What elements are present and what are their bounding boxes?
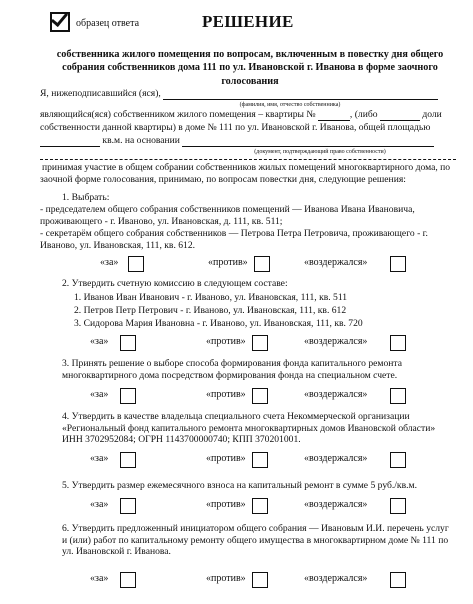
header	[50, 12, 410, 42]
vote-abstain-label: «воздержался»	[304, 453, 368, 464]
vote-for-checkbox[interactable]	[128, 256, 144, 272]
vote-for-label: «за»	[90, 389, 109, 400]
owner-label: Я, нижеподписавшийся (яся)	[40, 88, 159, 99]
question-3	[62, 358, 454, 381]
basis-field[interactable]	[182, 146, 434, 147]
vote-for-label: «за»	[90, 336, 109, 347]
question-1	[62, 192, 454, 204]
vote-against-checkbox[interactable]	[252, 498, 268, 514]
vote-abstain-checkbox[interactable]	[390, 498, 406, 514]
question-4	[62, 411, 454, 446]
vote-for-checkbox[interactable]	[120, 388, 136, 404]
vote-for-checkbox[interactable]	[120, 498, 136, 514]
owner-name-hint: (фамилия, имя, отчество собственника)	[239, 102, 341, 108]
vote-abstain-checkbox[interactable]	[390, 256, 406, 272]
vote-against-checkbox[interactable]	[252, 452, 268, 468]
sample-label: образец ответа	[76, 18, 140, 29]
vote-against-label: «против»	[206, 499, 246, 510]
intro-paragraph: принимая участие в общем собрании собственников жилых помещений многоквартирного дома, по заочной форме голосования, принимаю, по вопросам повестки дня, следующие решения:	[40, 162, 451, 185]
vote-row-5	[40, 498, 456, 514]
vote-for-label: «за»	[100, 257, 119, 268]
share-field[interactable]	[380, 120, 420, 121]
vote-for-checkbox[interactable]	[120, 572, 136, 588]
basis-hint: (документ, подтверждающий право собственности)	[254, 149, 386, 155]
vote-against-label: «против»	[206, 336, 246, 347]
vote-against-checkbox[interactable]	[252, 572, 268, 588]
vote-for-checkbox[interactable]	[120, 335, 136, 351]
vote-row-4	[40, 452, 456, 468]
vote-abstain-checkbox[interactable]	[390, 335, 406, 351]
vote-row-1	[40, 256, 456, 272]
vote-row-2	[40, 335, 456, 351]
area-line: собственности данной квартиры) в доме № 111 по ул. Ивановской г. Иванова, общей площадью	[40, 122, 431, 133]
vote-against-label: «против»	[206, 389, 246, 400]
vote-abstain-checkbox[interactable]	[390, 572, 406, 588]
apartment-line	[40, 109, 456, 121]
apartment-label: являющийся(яся) собственником жилого помещения – квартиры №	[40, 109, 316, 120]
q6-number: 6.	[62, 523, 70, 534]
q5-number: 5.	[62, 480, 70, 491]
ballot-page	[40, 8, 456, 598]
q2-member-1: 1. Иванов Иван Иванович - г. Иваново, ул. Ивановская, 111, кв. 511	[74, 292, 348, 303]
q4-text: Утвердить в качестве владельца специального счета Некоммерческой организации «Региональный фонд капитального ремонта многоквартирных домов Ивановской области» ИНН 3702952084; ОГРН 1143700000740; КПП 370201001.	[62, 411, 436, 446]
vote-abstain-label: «воздержался»	[304, 389, 368, 400]
apartment-number-field[interactable]	[318, 120, 350, 121]
vote-abstain-label: «воздержался»	[304, 336, 368, 347]
q3-number: 3.	[62, 358, 70, 369]
share-open-label: , (либо	[349, 109, 378, 120]
share-label: доли	[422, 109, 442, 120]
q5-text: Утвердить размер ежемесячного взноса на капитальный ремонт в сумме 5 руб./кв.м.	[71, 480, 417, 491]
checkmark-icon	[50, 12, 70, 32]
vote-against-checkbox[interactable]	[252, 335, 268, 351]
vote-for-checkbox[interactable]	[120, 452, 136, 468]
vote-against-label: «против»	[206, 453, 246, 464]
question-2	[62, 278, 454, 290]
q2-member-3: 3. Сидорова Мария Ивановна - г. Иваново, ул. Ивановская, 111, кв. 720	[74, 318, 363, 329]
vote-against-label: «против»	[208, 257, 248, 268]
question-5	[62, 480, 454, 492]
q1-text: Выбрать:	[71, 192, 110, 203]
q2-text: Утвердить счетную комиссию в следующем составе:	[71, 278, 288, 289]
q1-line-1: - председателем общего собрания собственников помещений — Иванова Ивана Ивановича, проживающего - г. Иваново, ул. Ивановская, д. 111, кв. 511;	[40, 204, 415, 227]
basis-line	[40, 135, 456, 147]
vote-for-label: «за»	[90, 499, 109, 510]
owner-name-field[interactable]	[163, 99, 438, 100]
vote-abstain-checkbox[interactable]	[390, 388, 406, 404]
q1-number: 1.	[62, 192, 70, 203]
vote-for-label: «за»	[90, 453, 109, 464]
vote-against-label: «против»	[206, 573, 246, 584]
document-subtitle: собственника жилого помещения по вопросам, включенным в повестку дня общего собрания собственников дома 111 по ул. Ивановской г. Иванова в форме заочного голосования	[56, 49, 444, 87]
vote-against-checkbox[interactable]	[252, 388, 268, 404]
q4-number: 4.	[62, 411, 70, 422]
vote-abstain-label: «воздержался»	[304, 573, 368, 584]
q6-text: Утвердить предложенный инициатором общего собрания — Ивановым И.И. перечень услуг и (или) работ по капитальному ремонту общего имущества в многоквартирном доме № 111 по ул. Ивановской г. Иванова.	[62, 523, 449, 558]
vote-abstain-label: «воздержался»	[304, 499, 368, 510]
vote-abstain-label: «воздержался»	[304, 257, 368, 268]
divider	[40, 159, 456, 160]
vote-row-3	[40, 388, 456, 404]
question-6	[62, 523, 454, 558]
vote-abstain-checkbox[interactable]	[390, 452, 406, 468]
document-title: РЕШЕНИЕ	[202, 12, 294, 31]
vote-against-checkbox[interactable]	[254, 256, 270, 272]
q1-line-2: - секретарём общего собрания собственников — Петрова Петра Петровича, проживающего - г. Иваново, ул. Ивановская, 111, кв. 612.	[40, 228, 428, 251]
vote-for-label: «за»	[90, 573, 109, 584]
q2-member-2: 2. Петров Петр Петрович - г. Иваново, ул. Ивановская, 111, кв. 612	[74, 305, 347, 316]
q2-number: 2.	[62, 278, 70, 289]
area-field[interactable]	[40, 146, 100, 147]
owner-name-line: Я, нижеподписавшийся (яся),	[40, 88, 456, 100]
basis-label: кв.м. на основании	[102, 135, 180, 146]
vote-row-6	[40, 572, 456, 588]
q3-text: Принять решение о выборе способа формирования фонда капитального ремонта многоквартирного дома посредством формирования фонда на специальном счете.	[62, 358, 402, 381]
